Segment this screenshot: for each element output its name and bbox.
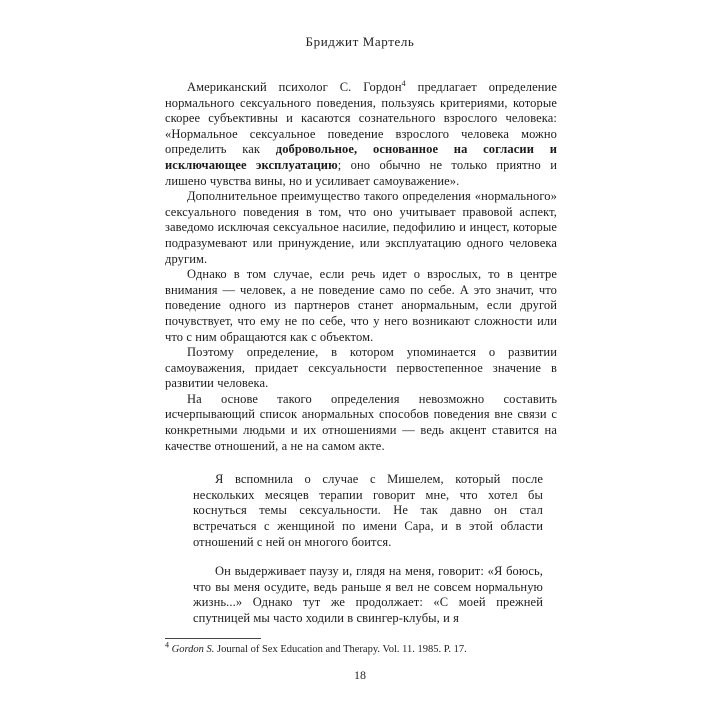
case-paragraph-2: Он выдерживает паузу и, глядя на меня, говорит: «Я боюсь, что вы меня осудите, ведь раньше я вел не совсем нормальную жизнь...» Однако тут же продолжает: «С моей прежней спутницей мы часто ходили в свингер-клубы, и я — [193, 564, 543, 625]
paragraph-4: Поэтому определение, в котором упоминается о развитии самоуважения, придает сексуальности первостепенное значение в развитии человека. — [165, 345, 557, 391]
paragraph-1-text-b: предлагает определение нормального сексуального поведения, пользуясь критериями, которые скорее субъективны и касаются сознательного взрослого человека: «Нормальное сексуальное поведение взрослого человека можно определить как — [165, 80, 557, 157]
paragraph-2: Дополнительное преимущество такого определения «нормального» сексуального поведения в том, что оно учитывает правовой аспект, заведомо исключая сексуальное насилие, педофилию и инцест, которые подразумевают или принуждение, или эксплуатацию одного человека другим. — [165, 189, 557, 266]
paragraph-3: Однако в том случае, если речь идет о взрослых, то в центре внимания — человек, а не поведение само по себе. А это значит, что поведение одного из партнеров станет анормальным, если другой почувствует, что ему не по себе, что у него возникают сложности или что с ним обращаются как с объектом. — [165, 267, 557, 344]
case-paragraph-1: Я вспомнила о случае с Мишелем, который после нескольких месяцев терапии говорит мне, что хотел бы коснуться темы сексуальности. Не так давно он стал встречаться с женщиной по имени Сара, и в этой области отношений с ней он многого боится. — [193, 472, 543, 549]
paragraph-1-bold-text: добровольное, основанное на согласии и исключающее эксплуатацию — [165, 142, 557, 172]
footnote-text: Journal of Sex Education and Therapy. Vol. 11. 1985. P. 17. — [214, 644, 467, 655]
paragraph-1 — [165, 80, 557, 189]
paragraph-1-text-a: Американский психолог С. Гордон — [187, 80, 402, 94]
footnote-marker: 4 — [165, 640, 169, 650]
footnote-author: Gordon S. — [171, 644, 215, 655]
footnote — [165, 640, 557, 656]
case-study-block — [193, 472, 543, 626]
footnote-area — [165, 638, 557, 656]
paragraph-1-text-c: ; оно обычно не только приятно и лишено чувства вины, но и усиливает самоуважение». — [165, 157, 557, 188]
running-header: Бриджит Мартель — [305, 34, 415, 49]
footnote-reference: 4 — [401, 78, 406, 88]
footnote-separator — [165, 638, 261, 639]
text-block — [165, 80, 557, 627]
page-number: 18 — [354, 668, 366, 682]
paragraph-5: На основе такого определения невозможно составить исчерпывающий список анормальных способов поведения вне связи с конкретными людьми и их отношениями — ведь акцент ставится на качестве отношений, а не на самом акте. — [165, 391, 557, 453]
